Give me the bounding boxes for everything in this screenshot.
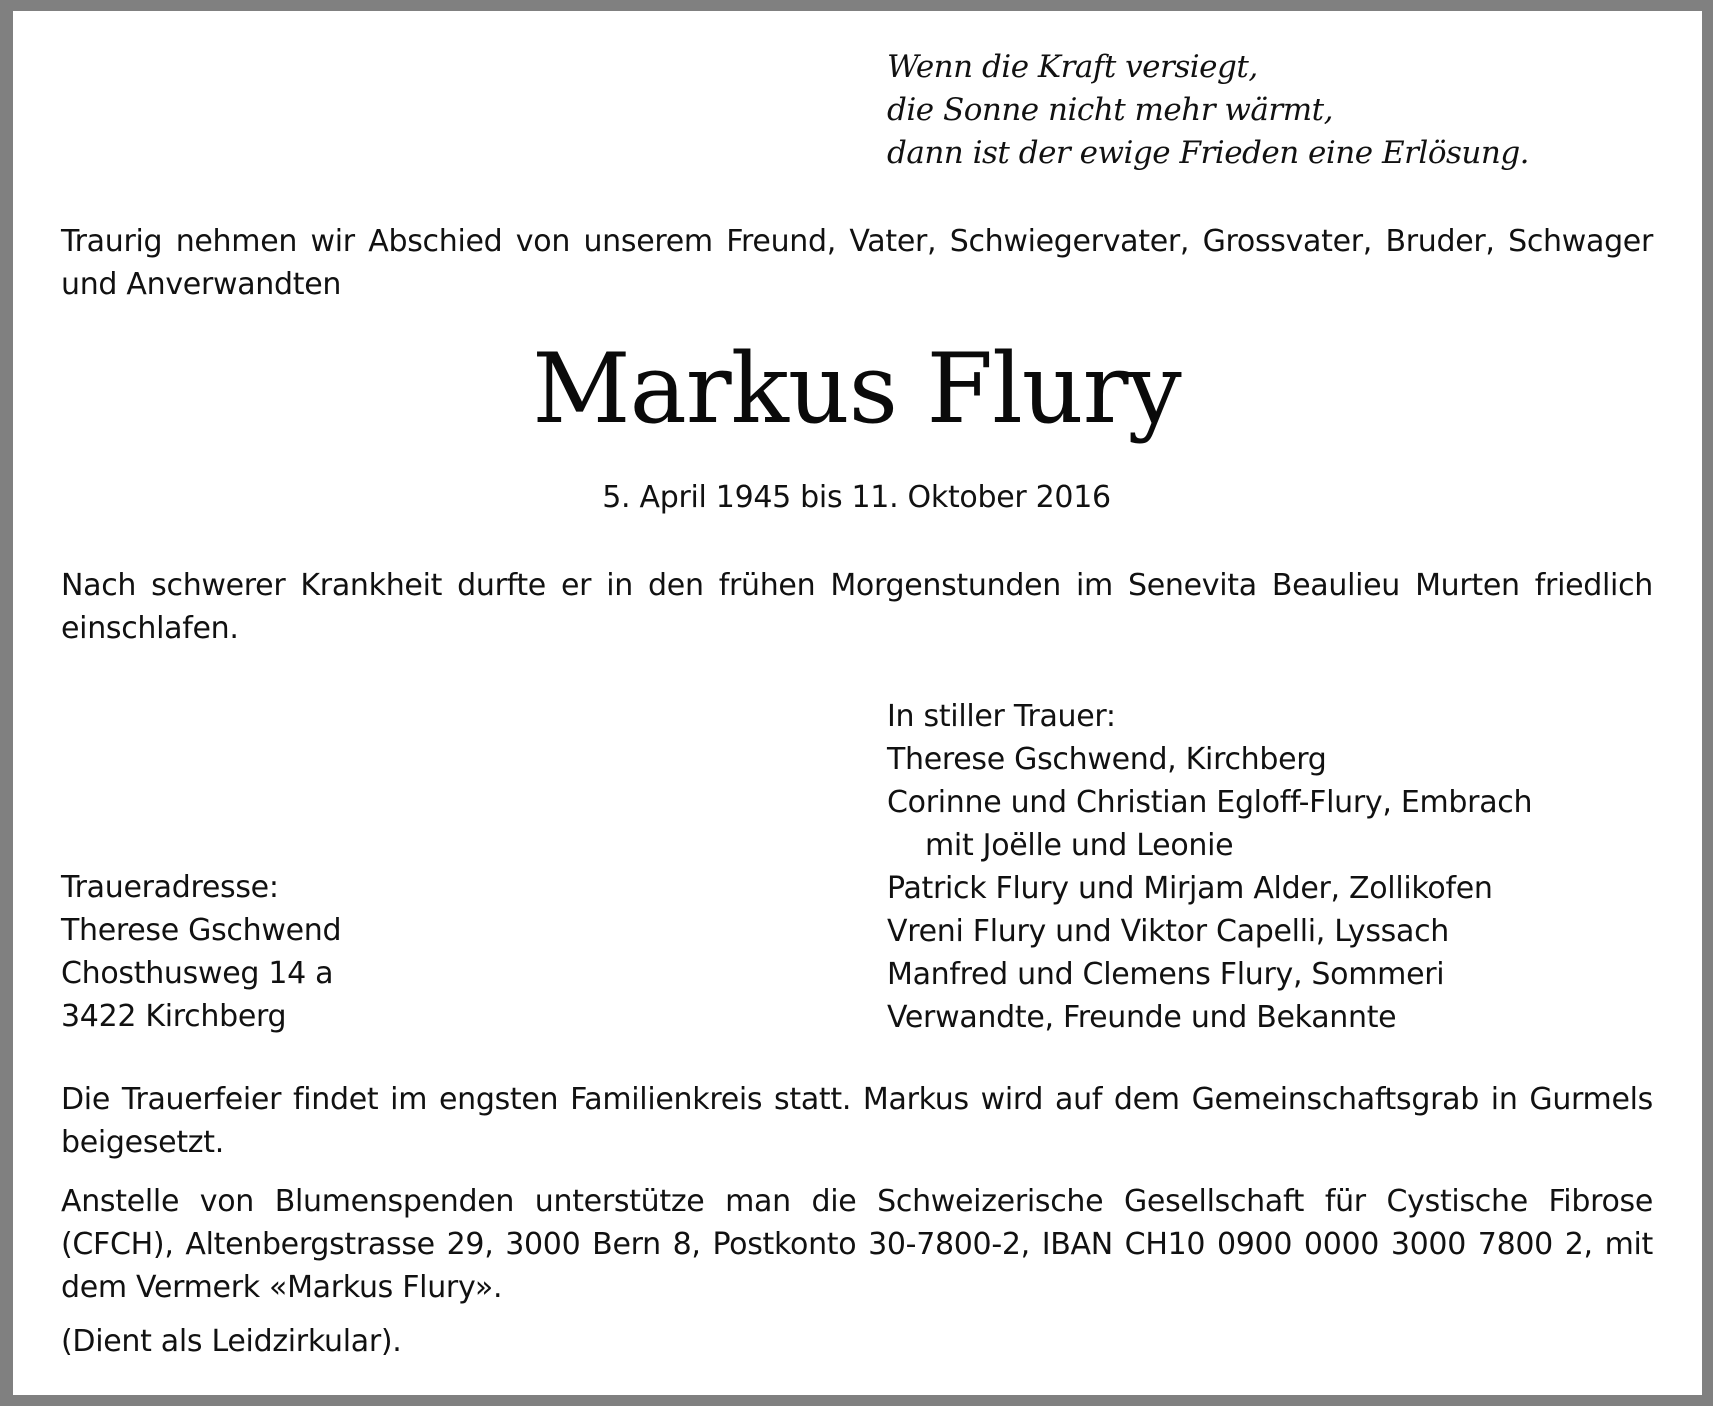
mourners-heading: In stiller Trauer:: [887, 699, 1116, 734]
intro-paragraph: Traurig nehmen wir Abschied von unserem Freund, Vater, Schwiegervater, Grossvater, Bruder, Schwager und Anverwandten: [61, 224, 1653, 302]
mourner-line: Therese Gschwend, Kirchberg: [887, 742, 1327, 777]
mourner-line: Corinne und Christian Egloff-Flury, Embrach: [887, 785, 1533, 820]
motto-line: die Sonne nicht mehr wärmt,: [887, 92, 1333, 128]
motto-verse: [887, 46, 1529, 175]
mourner-line: Manfred und Clemens Flury, Sommeri: [887, 957, 1445, 992]
motto-line: Wenn die Kraft versiegt,: [887, 49, 1258, 85]
life-dates: 5. April 1945 bis 11. Oktober 2016: [602, 480, 1111, 515]
address-street: Chosthusweg 14 a: [61, 956, 334, 991]
mourner-line: Verwandte, Freunde und Bekannte: [887, 1000, 1397, 1035]
motto-line: dann ist der ewige Frieden eine Erlösung.: [887, 135, 1530, 171]
ceremony-paragraph: Die Trauerfeier findet im engsten Familienkreis statt. Markus wird auf dem Gemeinschaftsgrab in Gurmels beigesetzt.: [61, 1082, 1653, 1160]
address-city: 3422 Kirchberg: [61, 999, 287, 1034]
address-name: Therese Gschwend: [61, 913, 342, 948]
address-heading: Traueradresse:: [61, 870, 279, 905]
mourner-line: mit Joëlle und Leonie: [925, 828, 1234, 863]
circular-note: (Dient als Leidzirkular).: [61, 1324, 402, 1359]
deceased-name: Markus Flury: [532, 333, 1181, 445]
mourning-address: [61, 866, 341, 1038]
death-notice-paragraph: Nach schwerer Krankheit durfte er in den frühen Morgenstunden im Senevita Beaulieu Murten friedlich einschlafen.: [61, 568, 1653, 646]
mourners-list: [887, 695, 1532, 1039]
mourner-line: Patrick Flury und Mirjam Alder, Zollikofen: [887, 871, 1493, 906]
donations-paragraph: Anstelle von Blumenspenden unterstütze man die Schweizerische Gesellschaft für Cystische Fibrose (CFCH), Altenbergstrasse 29, 3000 Bern 8, Postkonto 30-7800-2, IBAN CH10 0900 0000 3000 7800 2, mit dem Vermerk «Markus Flury».: [61, 1184, 1653, 1305]
mourner-line: Vreni Flury und Viktor Capelli, Lyssach: [887, 914, 1450, 949]
